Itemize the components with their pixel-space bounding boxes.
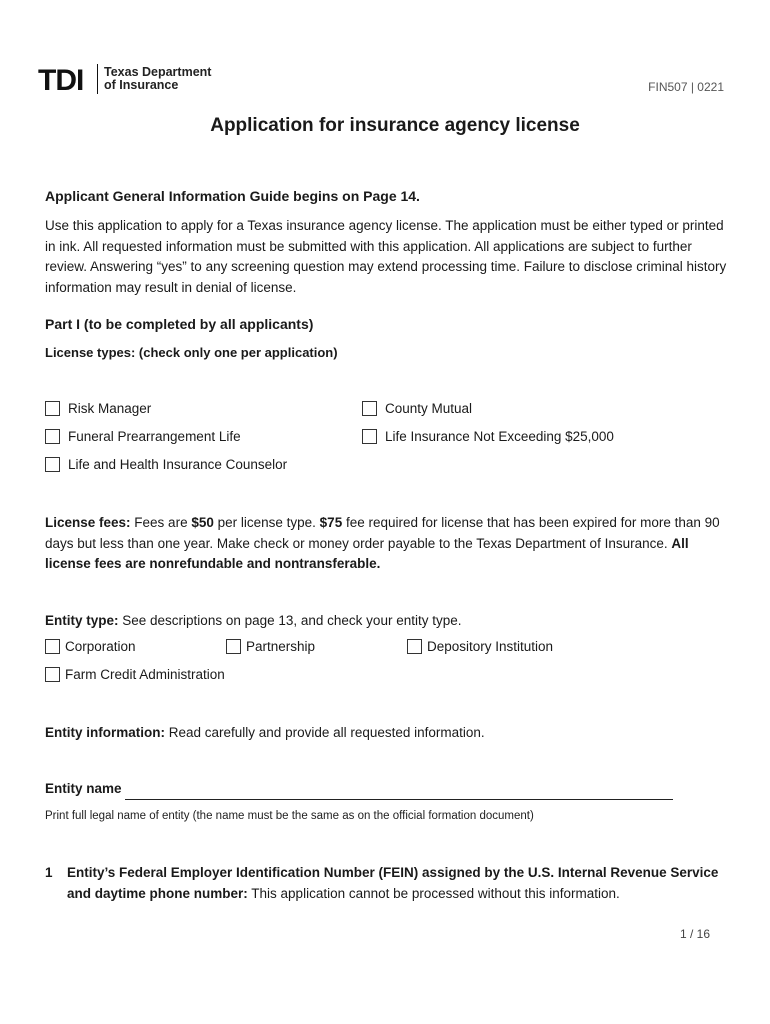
license-life-not-exceeding[interactable] <box>362 429 614 444</box>
part1-heading: Part I (to be completed by all applicants) <box>45 316 314 332</box>
intro-paragraph: Use this application to apply for a Texas insurance agency license. The application must be either typed or printed in ink. All requested information must be submitted with this application. All applications are subject to further review. Answering “yes” to any screening question may extend processing time. Failure to disclose criminal history information may result in denial of license. <box>45 218 727 295</box>
entity-information-line <box>45 723 735 744</box>
checkbox[interactable] <box>45 667 60 682</box>
checkbox[interactable] <box>45 401 60 416</box>
entity-name-row <box>45 779 735 800</box>
checkbox-label: Life and Health Insurance Counselor <box>68 457 288 472</box>
question-1-text: This application cannot be processed without this information. <box>247 886 620 901</box>
logo-divider <box>97 64 98 94</box>
fee-amount-1: $50 <box>191 515 214 530</box>
checkbox[interactable] <box>45 429 60 444</box>
logo-line-2: of Insurance <box>104 78 179 92</box>
checkbox[interactable] <box>362 429 377 444</box>
question-1 <box>45 862 735 904</box>
entity-type-line <box>45 611 735 632</box>
checkbox-label: Life Insurance Not Exceeding $25,000 <box>385 429 614 444</box>
fees-text-3: fee required for license that has been expired for more than 90 days but less than one year. Make check or money order payable to the Texas Department of Insurance. <box>45 515 720 551</box>
license-life-health-counselor[interactable] <box>45 457 287 472</box>
entity-type-label: Entity type: <box>45 613 119 628</box>
license-types-label: License types: (check only one per application) <box>45 345 338 360</box>
page-title: Application for insurance agency license <box>210 115 580 136</box>
entity-partnership[interactable] <box>226 639 315 654</box>
checkbox-label: Corporation <box>65 639 136 654</box>
license-funeral-prearrangement[interactable] <box>45 429 241 444</box>
fees-nonrefundable-note: All license fees are nonrefundable and nontransferable. <box>45 535 689 571</box>
license-risk-manager[interactable] <box>45 401 151 416</box>
license-county-mutual[interactable] <box>362 401 472 416</box>
logo-line-1: Texas Department <box>104 65 212 79</box>
checkbox-label: Farm Credit Administration <box>65 667 225 682</box>
entity-type-text: See descriptions on page 13, and check your entity type. <box>118 613 462 628</box>
checkbox-label: Risk Manager <box>68 401 152 416</box>
page-indicator: 1 / 16 <box>680 927 711 941</box>
fees-text-1: Fees are <box>130 515 192 530</box>
logo-agency-name <box>104 66 211 92</box>
entity-info-text: Read carefully and provide all requested information. <box>165 725 485 740</box>
tdi-logo: TDI <box>38 64 84 97</box>
entity-name-field[interactable] <box>125 785 673 800</box>
fees-label: License fees: <box>45 515 131 530</box>
guide-heading: Applicant General Information Guide begins on Page 14. <box>45 188 420 204</box>
entity-info-label: Entity information: <box>45 725 165 740</box>
checkbox-label: County Mutual <box>385 401 473 416</box>
entity-corporation[interactable] <box>45 639 136 654</box>
checkbox-label: Depository Institution <box>427 639 554 654</box>
form-number: FIN507 | 0221 <box>648 80 724 94</box>
checkbox[interactable] <box>362 401 377 416</box>
question-1-bold: Entity’s Federal Employer Identification Number (FEIN) assigned by the U.S. Internal Revenue Service and daytime phone number: <box>67 865 719 901</box>
entity-name-hint: Print full legal name of entity (the name must be the same as on the official formation document) <box>45 810 534 822</box>
checkbox[interactable] <box>407 639 422 654</box>
entity-name-label: Entity name <box>45 781 122 796</box>
entity-depository-institution[interactable] <box>407 639 553 654</box>
checkbox-label: Funeral Prearrangement Life <box>68 429 241 444</box>
checkbox[interactable] <box>45 639 60 654</box>
checkbox[interactable] <box>45 457 60 472</box>
question-number: 1 <box>45 865 53 880</box>
checkbox-label: Partnership <box>246 639 316 654</box>
fees-text-2: per license type. <box>213 515 320 530</box>
checkbox[interactable] <box>226 639 241 654</box>
entity-farm-credit[interactable] <box>45 667 225 682</box>
license-fees-paragraph <box>45 513 735 575</box>
fee-amount-2: $75 <box>319 515 343 530</box>
